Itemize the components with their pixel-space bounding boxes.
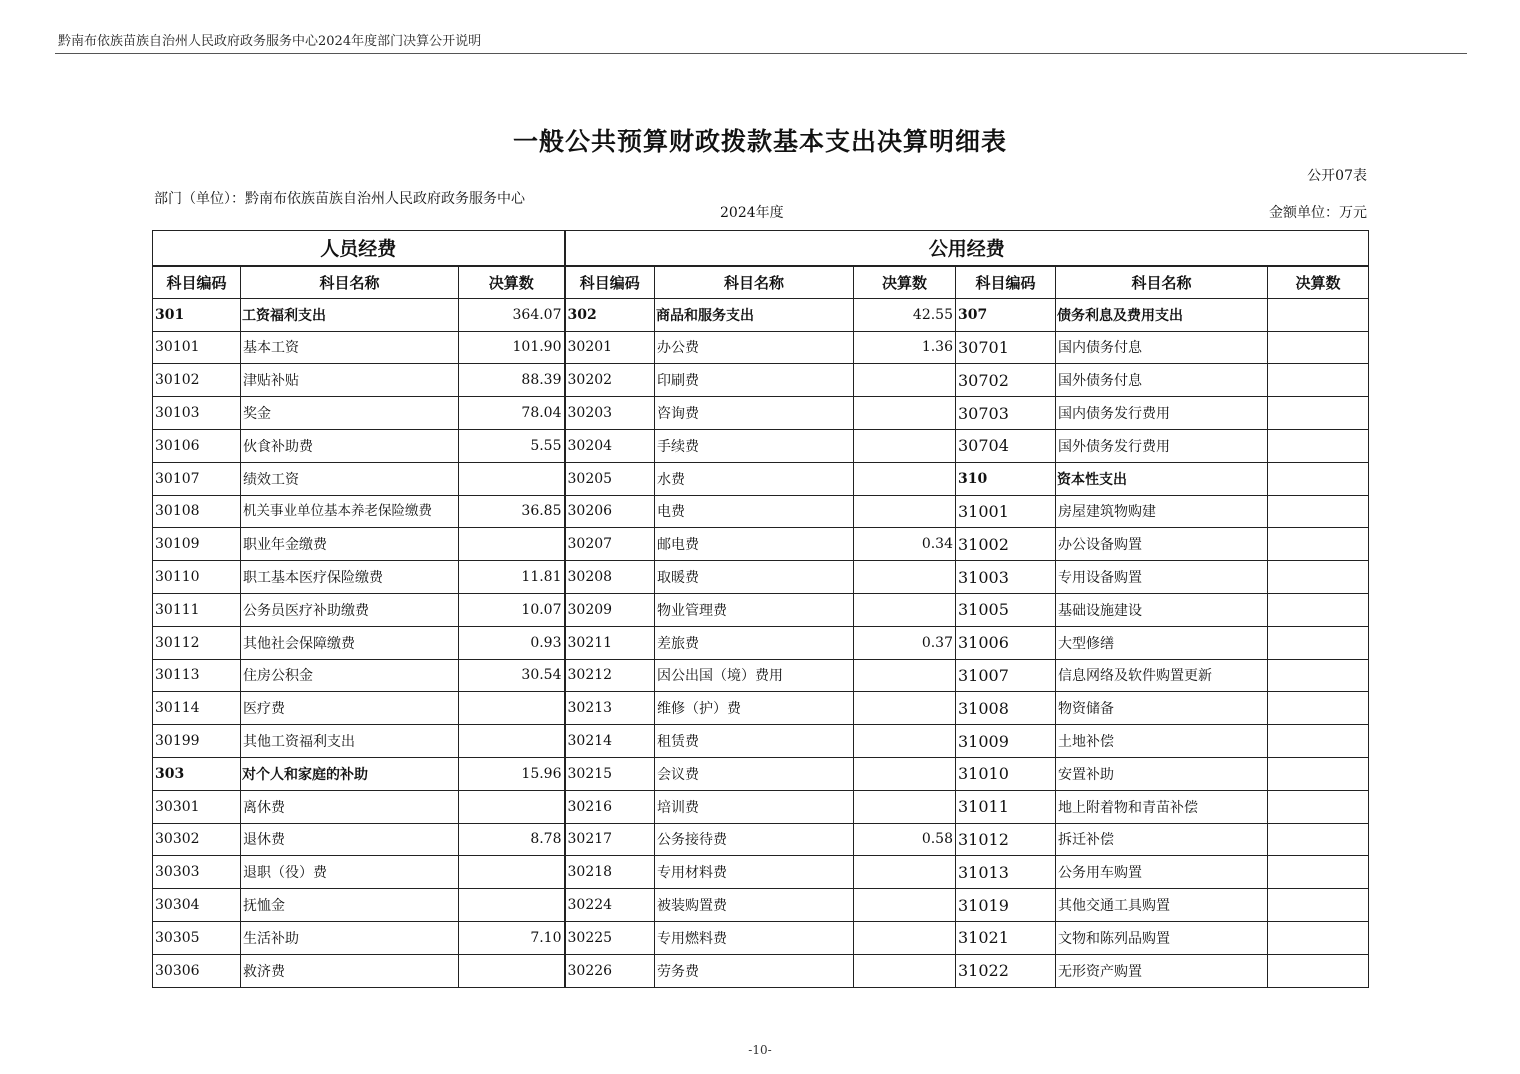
item-amount — [1268, 397, 1369, 430]
page-number: -10- — [748, 1043, 772, 1057]
item-amount — [854, 889, 956, 922]
col-header-code: 科目编码 — [956, 266, 1056, 299]
item-code: 31010 — [956, 757, 1056, 790]
item-name: 培训费 — [655, 790, 854, 823]
item-name: 地上附着物和青苗补偿 — [1056, 790, 1268, 823]
item-code: 30111 — [153, 593, 241, 626]
item-code: 30218 — [565, 856, 655, 889]
item-name: 差旅费 — [655, 626, 854, 659]
item-name: 对个人和家庭的补助 — [241, 757, 459, 790]
item-code: 31013 — [956, 856, 1056, 889]
item-amount — [1268, 823, 1369, 856]
item-amount: 8.78 — [459, 823, 565, 856]
item-name: 医疗费 — [241, 692, 459, 725]
table-row — [153, 823, 1369, 856]
item-name: 印刷费 — [655, 364, 854, 397]
item-code: 31011 — [956, 790, 1056, 823]
item-amount — [854, 659, 956, 692]
item-name: 无形资产购置 — [1056, 954, 1268, 987]
item-amount — [1268, 462, 1369, 495]
item-name: 基础设施建设 — [1056, 593, 1268, 626]
item-code: 30702 — [956, 364, 1056, 397]
item-name: 职业年金缴费 — [241, 528, 459, 561]
item-code: 30701 — [956, 331, 1056, 364]
item-code: 30112 — [153, 626, 241, 659]
table-row — [153, 790, 1369, 823]
item-amount — [1268, 757, 1369, 790]
item-code: 30103 — [153, 397, 241, 430]
item-name: 债务利息及费用支出 — [1056, 298, 1268, 331]
item-name: 物业管理费 — [655, 593, 854, 626]
item-code: 30207 — [565, 528, 655, 561]
item-code: 31022 — [956, 954, 1056, 987]
table-row — [153, 626, 1369, 659]
table-row — [153, 921, 1369, 954]
item-code: 30215 — [565, 757, 655, 790]
item-name: 邮电费 — [655, 528, 854, 561]
item-code: 30114 — [153, 692, 241, 725]
item-amount — [1268, 528, 1369, 561]
col-header-name: 科目名称 — [241, 266, 459, 299]
item-name: 国外债务发行费用 — [1056, 429, 1268, 462]
item-name: 退休费 — [241, 823, 459, 856]
item-amount — [459, 692, 565, 725]
item-code: 31007 — [956, 659, 1056, 692]
item-name: 物资储备 — [1056, 692, 1268, 725]
item-code: 31006 — [956, 626, 1056, 659]
table-row — [153, 889, 1369, 922]
item-amount: 101.90 — [459, 331, 565, 364]
item-name: 救济费 — [241, 954, 459, 987]
item-amount — [459, 954, 565, 987]
item-code: 30107 — [153, 462, 241, 495]
item-code: 307 — [956, 298, 1056, 331]
col-header-amount: 决算数 — [854, 266, 956, 299]
item-code: 303 — [153, 757, 241, 790]
item-name: 退职（役）费 — [241, 856, 459, 889]
table-row — [153, 364, 1369, 397]
item-code: 30206 — [565, 495, 655, 528]
item-amount: 0.37 — [854, 626, 956, 659]
report-year: 2024年度 — [720, 205, 784, 221]
item-amount — [854, 462, 956, 495]
table-row — [153, 561, 1369, 594]
item-name: 手续费 — [655, 429, 854, 462]
item-name: 工资福利支出 — [241, 298, 459, 331]
item-name: 奖金 — [241, 397, 459, 430]
item-code: 31001 — [956, 495, 1056, 528]
group-personnel: 人员经费 — [153, 231, 565, 266]
item-code: 31003 — [956, 561, 1056, 594]
item-amount — [459, 725, 565, 758]
item-amount — [854, 561, 956, 594]
item-code: 30209 — [565, 593, 655, 626]
item-amount: 36.85 — [459, 495, 565, 528]
item-amount: 7.10 — [459, 921, 565, 954]
item-amount — [459, 528, 565, 561]
item-code: 30199 — [153, 725, 241, 758]
item-name: 国内债务发行费用 — [1056, 397, 1268, 430]
item-amount: 88.39 — [459, 364, 565, 397]
item-code: 30226 — [565, 954, 655, 987]
item-amount — [854, 757, 956, 790]
running-header: 黔南布依族苗族自治州人民政府政务服务中心2024年度部门决算公开说明 — [58, 34, 482, 49]
item-amount: 42.55 — [854, 298, 956, 331]
item-code: 30212 — [565, 659, 655, 692]
item-code: 30305 — [153, 921, 241, 954]
item-name: 拆迁补偿 — [1056, 823, 1268, 856]
table-body — [153, 231, 1369, 988]
item-name: 资本性支出 — [1056, 462, 1268, 495]
item-amount: 0.58 — [854, 823, 956, 856]
item-code: 30217 — [565, 823, 655, 856]
col-header-amount: 决算数 — [459, 266, 565, 299]
item-name: 咨询费 — [655, 397, 854, 430]
item-amount — [459, 790, 565, 823]
item-code: 30224 — [565, 889, 655, 922]
item-amount — [854, 397, 956, 430]
item-name: 劳务费 — [655, 954, 854, 987]
item-amount: 1.36 — [854, 331, 956, 364]
item-amount: 78.04 — [459, 397, 565, 430]
header-rule — [55, 53, 1467, 54]
table-row — [153, 429, 1369, 462]
item-code: 30216 — [565, 790, 655, 823]
item-code: 30213 — [565, 692, 655, 725]
table-row — [153, 692, 1369, 725]
item-amount — [854, 495, 956, 528]
item-amount — [1268, 856, 1369, 889]
item-code: 301 — [153, 298, 241, 331]
item-name: 公务员医疗补助缴费 — [241, 593, 459, 626]
item-name: 办公费 — [655, 331, 854, 364]
item-name: 国内债务付息 — [1056, 331, 1268, 364]
item-amount — [1268, 561, 1369, 594]
expenditure-table — [152, 230, 1369, 988]
item-name: 离休费 — [241, 790, 459, 823]
table-number: 公开07表 — [1307, 168, 1367, 184]
item-amount — [854, 856, 956, 889]
col-header-amount: 决算数 — [1268, 266, 1369, 299]
item-name: 信息网络及软件购置更新 — [1056, 659, 1268, 692]
group-public: 公用经费 — [565, 231, 1369, 266]
item-name: 水费 — [655, 462, 854, 495]
table-row — [153, 397, 1369, 430]
item-amount — [1268, 331, 1369, 364]
item-amount — [1268, 593, 1369, 626]
table-row — [153, 298, 1369, 331]
item-code: 31019 — [956, 889, 1056, 922]
item-code: 30304 — [153, 889, 241, 922]
item-amount: 0.34 — [854, 528, 956, 561]
item-name: 办公设备购置 — [1056, 528, 1268, 561]
item-amount — [1268, 790, 1369, 823]
item-code: 30205 — [565, 462, 655, 495]
item-name: 机关事业单位基本养老保险缴费 — [241, 495, 459, 528]
table-row — [153, 659, 1369, 692]
item-name: 会议费 — [655, 757, 854, 790]
item-code: 30208 — [565, 561, 655, 594]
item-name: 文物和陈列品购置 — [1056, 921, 1268, 954]
col-header-name: 科目名称 — [1056, 266, 1268, 299]
item-code: 30109 — [153, 528, 241, 561]
item-code: 31008 — [956, 692, 1056, 725]
item-amount — [459, 856, 565, 889]
item-name: 职工基本医疗保险缴费 — [241, 561, 459, 594]
item-amount — [854, 954, 956, 987]
item-name: 基本工资 — [241, 331, 459, 364]
item-code: 30202 — [565, 364, 655, 397]
item-amount — [854, 364, 956, 397]
item-name: 其他交通工具购置 — [1056, 889, 1268, 922]
item-code: 30225 — [565, 921, 655, 954]
item-name: 抚恤金 — [241, 889, 459, 922]
item-name: 房屋建筑物购建 — [1056, 495, 1268, 528]
item-name: 公务接待费 — [655, 823, 854, 856]
item-code: 31005 — [956, 593, 1056, 626]
item-code: 30108 — [153, 495, 241, 528]
table-row — [153, 593, 1369, 626]
item-code: 31021 — [956, 921, 1056, 954]
item-amount — [1268, 659, 1369, 692]
col-header-code: 科目编码 — [153, 266, 241, 299]
table-row — [153, 462, 1369, 495]
item-amount — [1268, 298, 1369, 331]
col-header-code: 科目编码 — [565, 266, 655, 299]
item-amount — [854, 790, 956, 823]
item-amount: 11.81 — [459, 561, 565, 594]
item-code: 30211 — [565, 626, 655, 659]
item-code: 30101 — [153, 331, 241, 364]
item-name: 商品和服务支出 — [655, 298, 854, 331]
item-code: 31012 — [956, 823, 1056, 856]
item-name: 生活补助 — [241, 921, 459, 954]
item-code: 310 — [956, 462, 1056, 495]
item-code: 30214 — [565, 725, 655, 758]
item-amount: 15.96 — [459, 757, 565, 790]
item-name: 大型修缮 — [1056, 626, 1268, 659]
item-name: 专用材料费 — [655, 856, 854, 889]
item-amount — [854, 921, 956, 954]
item-amount — [1268, 921, 1369, 954]
item-code: 31002 — [956, 528, 1056, 561]
table-row — [153, 495, 1369, 528]
item-code: 31009 — [956, 725, 1056, 758]
item-name: 专用设备购置 — [1056, 561, 1268, 594]
table-row — [153, 954, 1369, 987]
item-amount — [1268, 495, 1369, 528]
item-name: 土地补偿 — [1056, 725, 1268, 758]
item-amount — [854, 692, 956, 725]
item-name: 伙食补助费 — [241, 429, 459, 462]
item-code: 302 — [565, 298, 655, 331]
item-name: 其他社会保障缴费 — [241, 626, 459, 659]
item-amount — [854, 725, 956, 758]
item-amount — [854, 429, 956, 462]
item-code: 30110 — [153, 561, 241, 594]
item-amount — [1268, 429, 1369, 462]
item-amount: 5.55 — [459, 429, 565, 462]
item-name: 租赁费 — [655, 725, 854, 758]
table-row — [153, 725, 1369, 758]
item-amount — [1268, 954, 1369, 987]
item-code: 30704 — [956, 429, 1056, 462]
item-name: 国外债务付息 — [1056, 364, 1268, 397]
item-amount — [1268, 889, 1369, 922]
item-name: 住房公积金 — [241, 659, 459, 692]
item-code: 30303 — [153, 856, 241, 889]
item-code: 30204 — [565, 429, 655, 462]
item-amount — [1268, 725, 1369, 758]
col-header-name: 科目名称 — [655, 266, 854, 299]
item-name: 取暖费 — [655, 561, 854, 594]
department-label: 部门（单位）：黔南布依族苗族自治州人民政府政务服务中心 — [154, 191, 525, 207]
item-amount: 0.93 — [459, 626, 565, 659]
item-code: 30106 — [153, 429, 241, 462]
item-amount: 10.07 — [459, 593, 565, 626]
item-name: 被装购置费 — [655, 889, 854, 922]
item-code: 30302 — [153, 823, 241, 856]
item-amount — [1268, 626, 1369, 659]
item-code: 30113 — [153, 659, 241, 692]
group-header-row — [153, 231, 1369, 266]
report-title: 一般公共预算财政拨款基本支出决算明细表 — [512, 127, 1007, 156]
item-amount: 30.54 — [459, 659, 565, 692]
table-row — [153, 528, 1369, 561]
item-name: 津贴补贴 — [241, 364, 459, 397]
table-row — [153, 856, 1369, 889]
table-row — [153, 757, 1369, 790]
amount-unit: 金额单位：万元 — [1269, 205, 1367, 221]
item-code: 30203 — [565, 397, 655, 430]
item-name: 其他工资福利支出 — [241, 725, 459, 758]
item-name: 绩效工资 — [241, 462, 459, 495]
item-amount — [1268, 364, 1369, 397]
column-header-row — [153, 266, 1369, 299]
item-amount: 364.07 — [459, 298, 565, 331]
item-amount — [459, 889, 565, 922]
item-code: 30306 — [153, 954, 241, 987]
item-amount — [1268, 692, 1369, 725]
item-amount — [459, 462, 565, 495]
item-name: 因公出国（境）费用 — [655, 659, 854, 692]
item-name: 专用燃料费 — [655, 921, 854, 954]
table-row — [153, 331, 1369, 364]
item-amount — [854, 593, 956, 626]
item-name: 公务用车购置 — [1056, 856, 1268, 889]
item-name: 安置补助 — [1056, 757, 1268, 790]
item-code: 30201 — [565, 331, 655, 364]
item-name: 维修（护）费 — [655, 692, 854, 725]
item-code: 30102 — [153, 364, 241, 397]
item-code: 30703 — [956, 397, 1056, 430]
item-name: 电费 — [655, 495, 854, 528]
item-code: 30301 — [153, 790, 241, 823]
